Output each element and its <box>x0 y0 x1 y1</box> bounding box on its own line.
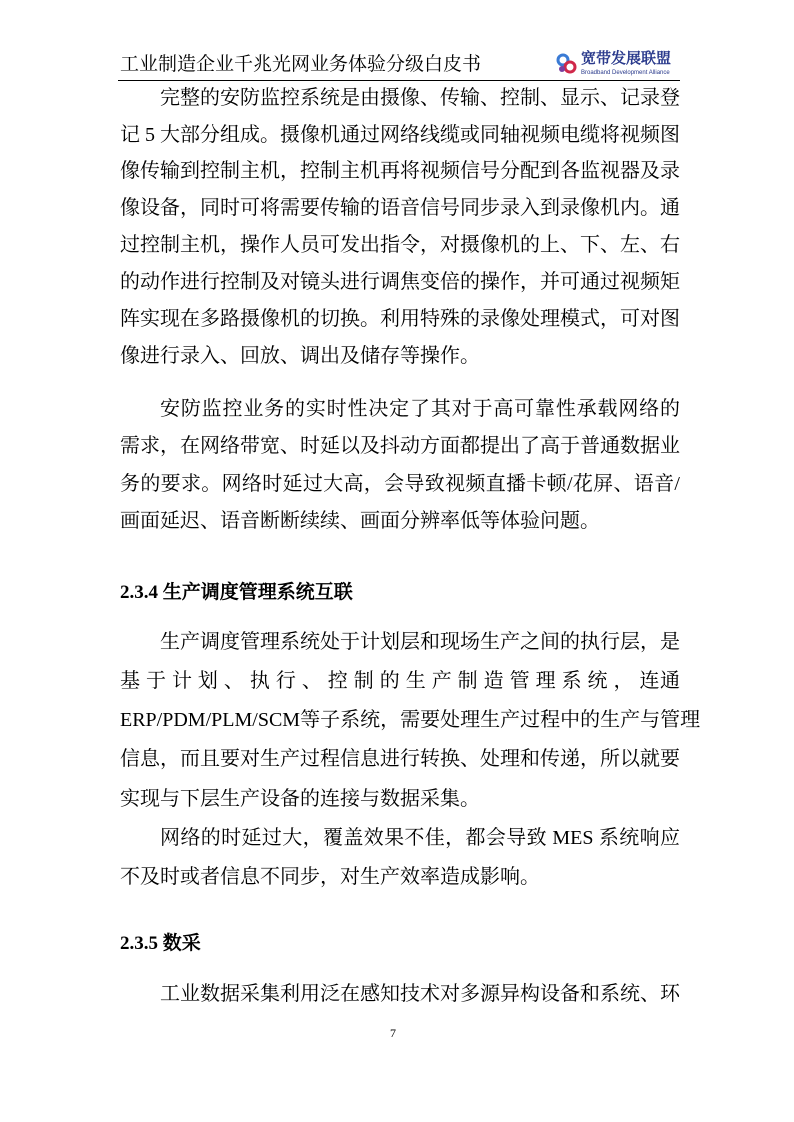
paragraph-line: 像进行录入、回放、调出及储存等操作。 <box>120 345 480 367</box>
paragraph-line: 生产调度管理系统处于计划层和现场生产之间的执行层，是 <box>160 631 680 653</box>
paragraph-line: 实现与下层生产设备的连接与数据采集。 <box>120 788 480 810</box>
logo-cn-text: 宽带发展联盟 <box>581 49 672 67</box>
paragraph-line: 信息，而且要对生产过程信息进行转换、处理和传递，所以就要 <box>120 748 680 770</box>
paragraph-line: 完整的安防监控系统是由摄像、传输、控制、显示、记录登 <box>160 87 680 109</box>
paragraph-line: 的动作进行控制及对镜头进行调焦变倍的操作，并可通过视频矩 <box>120 271 680 293</box>
paragraph-line: 阵实现在多路摄像机的切换。利用特殊的录像处理模式，可对图 <box>120 308 680 330</box>
section-heading-2-3-5: 2.3.5 数采 <box>120 933 201 954</box>
paragraph-line: 过控制主机，操作人员可发出指令，对摄像机的上、下、左、右 <box>120 234 680 256</box>
paragraph-line: 画面延迟、语音断断续续、画面分辨率低等体验问题。 <box>120 510 600 532</box>
paragraph-line: 务的要求。网络时延过大高，会导致视频直播卡顿/花屏、语音/ <box>120 473 680 495</box>
paragraph-line: 需求，在网络带宽、时延以及抖动方面都提出了高于普通数据业 <box>120 435 680 457</box>
paragraph-line: 不及时或者信息不同步，对生产效率造成影响。 <box>120 866 540 888</box>
paragraph-line: 像传输到控制主机，控制主机再将视频信号分配到各监视器及录 <box>120 160 680 182</box>
paragraph-line: 安防监控业务的实时性决定了其对于高可靠性承载网络的 <box>160 398 680 420</box>
paragraph-line: 记 5 大部分组成。摄像机通过网络线缆或同轴视频电缆将视频图 <box>120 124 680 146</box>
logo-en-text: Broadband Development Alliance <box>581 70 670 76</box>
alliance-logo <box>555 50 680 79</box>
paragraph-line: 基 于 计 划 、 执 行 、 控 制 的 生 产 制 造 管 理 系 统 ， 连通 <box>120 670 680 692</box>
header-title: 工业制造企业千兆光网业务体验分级白皮书 <box>120 54 482 75</box>
page-number: 7 <box>390 1026 396 1040</box>
section-heading-2-3-4: 2.3.4 生产调度管理系统互联 <box>120 582 353 603</box>
paragraph-line: 网络的时延过大，覆盖效果不佳，都会导致 MES 系统响应 <box>160 827 680 849</box>
logo-icon <box>555 52 579 76</box>
paragraph-line: 像设备，同时可将需要传输的语音信号同步录入到录像机内。通 <box>120 197 680 219</box>
paragraph-line: 工业数据采集利用泛在感知技术对多源异构设备和系统、环 <box>160 983 680 1005</box>
paragraph-line: ERP/PDM/PLM/SCM等子系统，需要处理生产过程中的生产与管理 <box>120 709 701 731</box>
header-rule <box>118 80 680 81</box>
